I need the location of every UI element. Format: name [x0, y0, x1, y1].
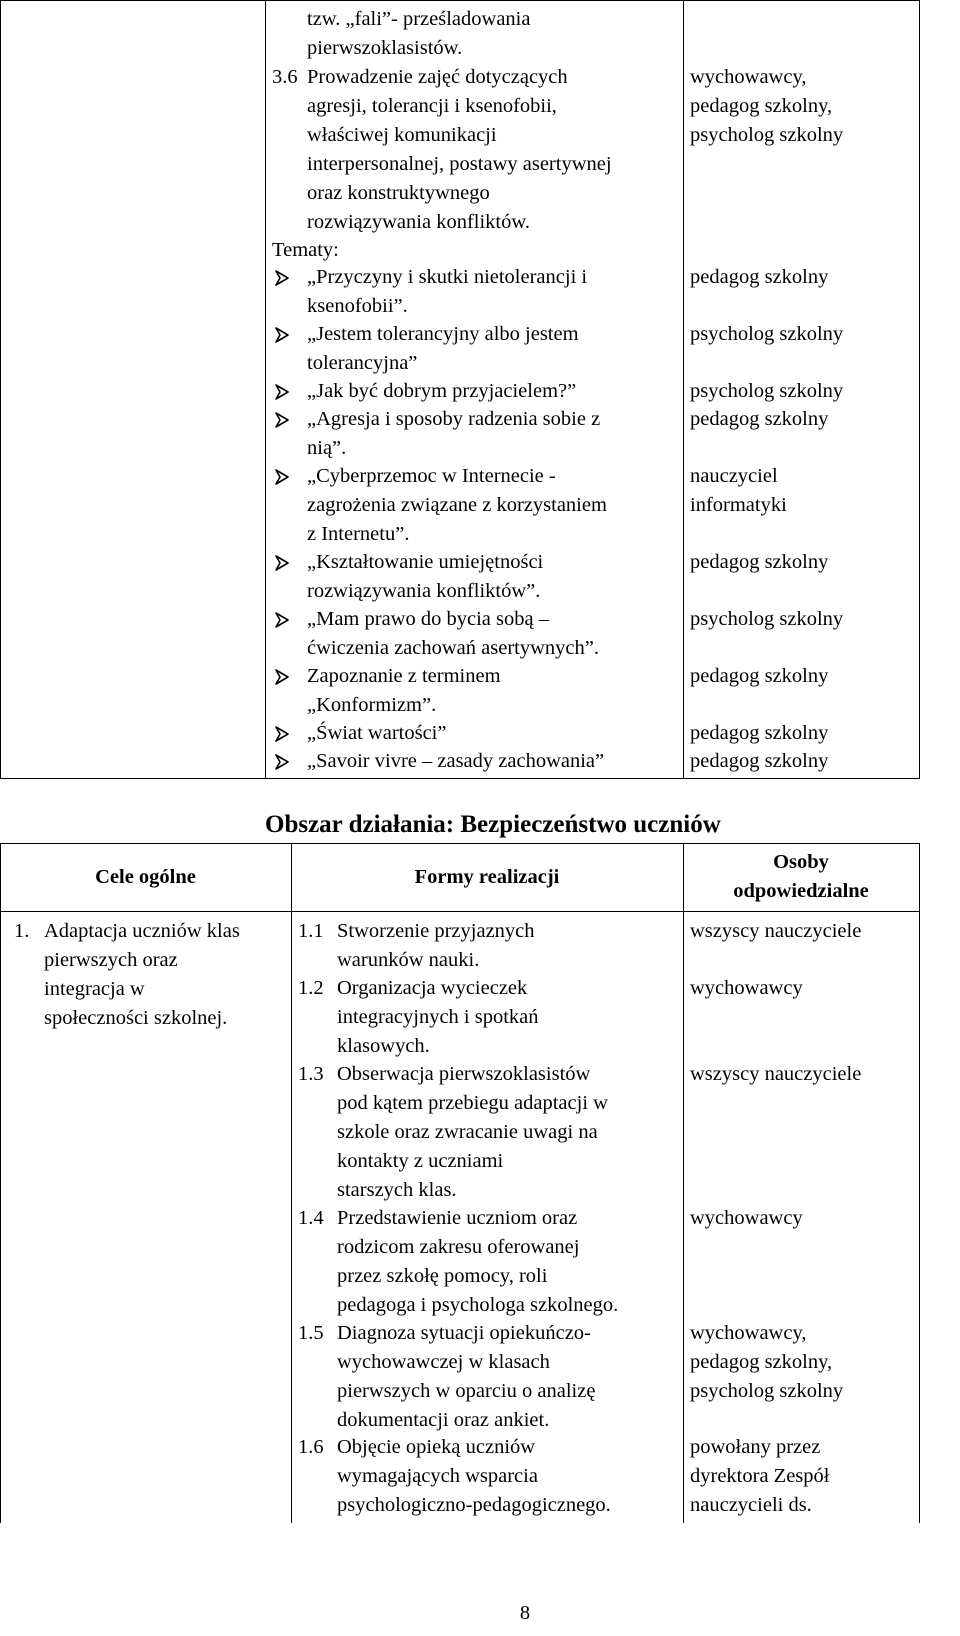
goal-text: pierwszych oraz: [44, 949, 178, 971]
person-text: wychowawcy,: [690, 66, 807, 88]
item-text: starszych klas.: [337, 1179, 457, 1201]
item-number: 1.6: [298, 1436, 324, 1458]
item-text: Prowadzenie zajęć dotyczących: [307, 66, 568, 88]
person-text: psycholog szkolny: [690, 380, 844, 402]
person-text: wszyscy nauczyciele: [690, 920, 862, 942]
topic-line: „Kształtowanie umiejętności: [307, 551, 544, 573]
item-number: 1.4: [298, 1207, 324, 1229]
item-text: wychowawczej w klasach: [337, 1351, 550, 1373]
arrow-bullet-icon: [274, 746, 294, 776]
item-text: warunków nauki.: [337, 949, 480, 971]
arrow-bullet-icon: [274, 262, 294, 292]
goal-number: 1.: [14, 920, 30, 942]
topic-line: „Przyczyny i skutki nietolerancji i: [307, 266, 588, 288]
item-number: 1.5: [298, 1322, 324, 1344]
item-text: Diagnoza sytuacji opiekuńczo-: [337, 1322, 591, 1344]
person-text: pedagog szkolny,: [690, 95, 833, 117]
item-text: rozwiązywania konfliktów.: [307, 211, 530, 233]
topic-line: ksenofobii”.: [307, 295, 408, 317]
table-border-top: [0, 0, 920, 1]
item-text: Organizacja wycieczek: [337, 977, 528, 999]
item-text: pedagoga i psychologa szkolnego.: [337, 1294, 619, 1316]
item-text: Objęcie opieką uczniów: [337, 1436, 536, 1458]
intro-line: pierwszoklasistów.: [307, 37, 463, 59]
topic-line: zagrożenia związane z korzystaniem: [307, 494, 607, 516]
topic-line: rozwiązywania konfliktów”.: [307, 580, 541, 602]
item-number: 3.6: [272, 66, 298, 88]
arrow-bullet-icon: [274, 461, 294, 491]
item-text: pod kątem przebiegu adaptacji w: [337, 1092, 608, 1114]
intro-line: tzw. „fali”- prześladowania: [307, 8, 531, 30]
table-border-right: [919, 0, 920, 779]
item-text: interpersonalnej, postawy asertywnej: [307, 153, 612, 175]
item-text: właściwej komunikacji: [307, 124, 497, 146]
item-text: pierwszych w oparciu o analizę: [337, 1380, 596, 1402]
person-text: pedagog szkolny: [690, 408, 829, 430]
arrow-bullet-icon: [274, 718, 294, 748]
page-number: 8: [519, 1602, 531, 1624]
person-text: psycholog szkolny: [690, 608, 844, 630]
person-text: pedagog szkolny: [690, 750, 829, 772]
topic-line: tolerancyjna”: [307, 352, 418, 374]
table-border-bottom: [0, 778, 920, 779]
person-text: nauczycieli ds.: [690, 1494, 812, 1516]
person-text: psycholog szkolny: [690, 323, 844, 345]
topic-line: „Mam prawo do bycia sobą –: [307, 608, 549, 630]
item-text: integracyjnych i spotkań: [337, 1006, 539, 1028]
table-border-left: [0, 843, 1, 1523]
item-text: psychologiczno-pedagogicznego.: [337, 1494, 611, 1516]
person-text: pedagog szkolny: [690, 266, 829, 288]
item-text: Stworzenie przyjaznych: [337, 920, 535, 942]
column-divider: [265, 0, 266, 779]
person-text: pedagog szkolny: [690, 551, 829, 573]
item-text: szkole oraz zwracanie uwagi na: [337, 1121, 598, 1143]
topic-line: „Savoir vivre – zasady zachowania”: [307, 750, 605, 772]
goal-text: integracja w: [44, 978, 145, 1000]
item-text: wymagających wsparcia: [337, 1465, 538, 1487]
person-text: wszyscy nauczyciele: [690, 1063, 862, 1085]
item-number: 1.1: [298, 920, 324, 942]
column-divider: [683, 843, 684, 1523]
person-text: psycholog szkolny: [690, 124, 844, 146]
item-text: Obserwacja pierwszoklasistów: [337, 1063, 591, 1085]
person-text: informatyki: [690, 494, 787, 516]
table-border-top: [0, 843, 920, 844]
arrow-bullet-icon: [274, 661, 294, 691]
item-text: klasowych.: [337, 1035, 430, 1057]
topic-line: nią”.: [307, 437, 347, 459]
item-text: Przedstawienie uczniom oraz: [337, 1207, 578, 1229]
section-title: Obszar działania: Bezpieczeństwo uczniów: [265, 811, 721, 838]
person-text: wychowawcy,: [690, 1322, 807, 1344]
item-text: oraz konstruktywnego: [307, 182, 490, 204]
goal-text: społeczności szkolnej.: [44, 1007, 228, 1029]
topic-line: Zapoznanie z terminem: [307, 665, 501, 687]
topic-line: ćwiczenia zachowań asertywnych”.: [307, 637, 599, 659]
person-text: powołany przez: [690, 1436, 821, 1458]
header-persons: Osoby: [773, 851, 829, 873]
arrow-bullet-icon: [274, 547, 294, 577]
column-divider: [683, 0, 684, 779]
arrow-bullet-icon: [274, 319, 294, 349]
arrow-bullet-icon: [274, 376, 294, 406]
person-text: pedagog szkolny: [690, 665, 829, 687]
topic-line: z Internetu”.: [307, 523, 410, 545]
item-number: 1.3: [298, 1063, 324, 1085]
topic-line: „Jak być dobrym przyjacielem?”: [307, 380, 577, 402]
topic-line: „Agresja i sposoby radzenia sobie z: [307, 408, 601, 430]
item-number: 1.2: [298, 977, 324, 999]
person-text: wychowawcy: [690, 977, 803, 999]
header-persons: odpowiedzialne: [733, 880, 869, 902]
item-text: agresji, tolerancji i ksenofobii,: [307, 95, 557, 117]
person-text: nauczyciel: [690, 465, 778, 487]
person-text: pedagog szkolny,: [690, 1351, 833, 1373]
header-goals: Cele ogólne: [95, 866, 196, 888]
table-border-left: [0, 0, 1, 779]
item-text: przez szkołę pomocy, roli: [337, 1265, 548, 1287]
column-divider: [291, 843, 292, 1523]
topic-line: „Jestem tolerancyjny albo jestem: [307, 323, 579, 345]
goal-text: Adaptacja uczniów klas: [44, 920, 240, 942]
person-text: dyrektora Zespół: [690, 1465, 830, 1487]
person-text: psycholog szkolny: [690, 1380, 844, 1402]
header-forms: Formy realizacji: [414, 866, 560, 888]
topic-line: „Cyberprzemoc w Internecie -: [307, 465, 556, 487]
arrow-bullet-icon: [274, 404, 294, 434]
person-text: pedagog szkolny: [690, 722, 829, 744]
header-divider: [0, 911, 920, 912]
item-text: dokumentacji oraz ankiet.: [337, 1409, 550, 1431]
topics-label: Tematy:: [272, 239, 339, 261]
topic-line: „Świat wartości”: [307, 722, 447, 744]
table-border-right: [919, 843, 920, 1523]
item-text: rodzicom zakresu oferowanej: [337, 1236, 580, 1258]
topic-line: „Konformizm”.: [307, 694, 437, 716]
item-text: kontakty z uczniami: [337, 1150, 504, 1172]
arrow-bullet-icon: [274, 604, 294, 634]
person-text: wychowawcy: [690, 1207, 803, 1229]
